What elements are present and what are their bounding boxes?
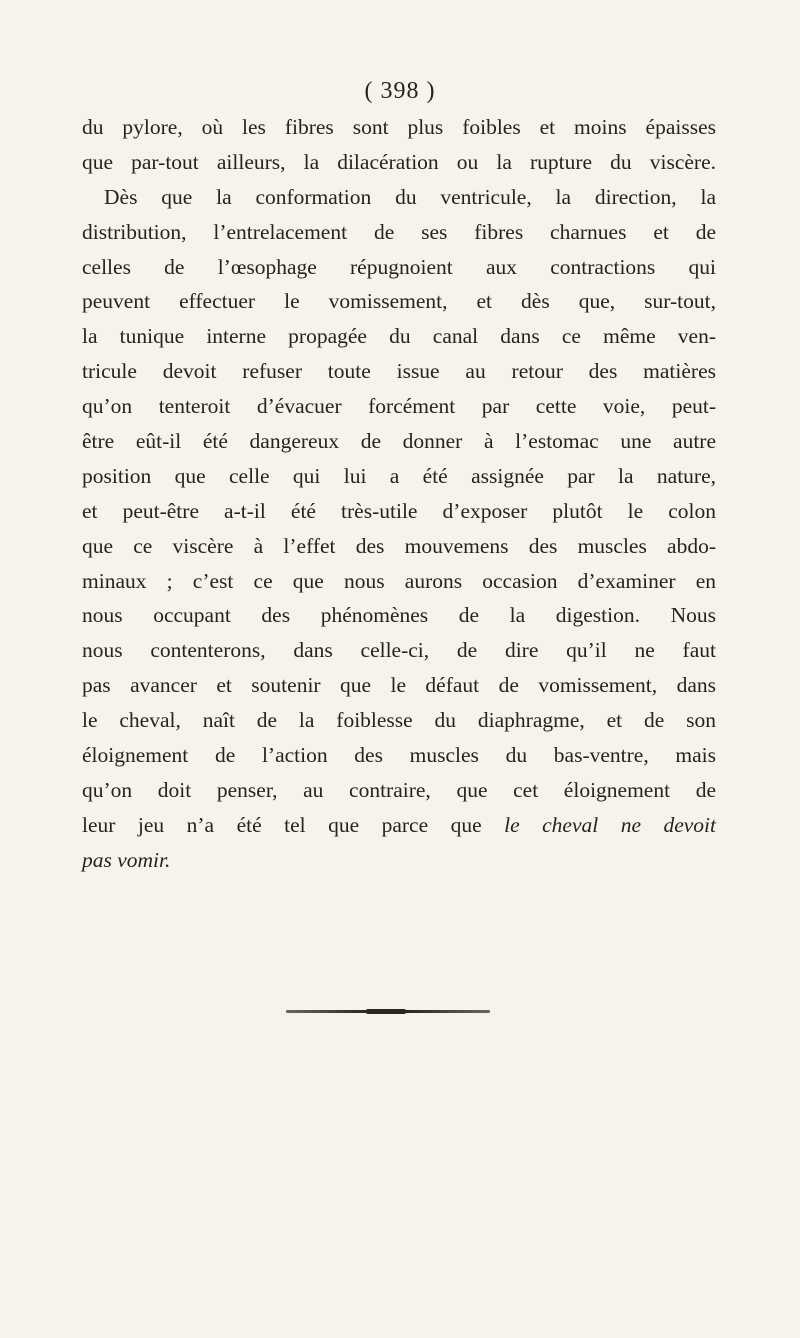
text-line: et peut-être a-t-il été très-utile d’exposer plutôt le colon <box>82 498 716 523</box>
text-line: distribution, l’entrelacement de ses fibres charnues et de <box>82 219 716 244</box>
text-line: minaux ; c’est ce que nous aurons occasion d’examiner en <box>82 568 716 593</box>
decorative-rule <box>286 1010 490 1013</box>
text-line: qu’on tenteroit d’évacuer forcément par cette voie, peut- <box>82 394 716 419</box>
body-text <box>82 110 716 878</box>
text-line: que par-tout ailleurs, la dilacération ou la rupture du viscère. <box>82 149 716 174</box>
text-line: position que celle qui lui a été assignée par la nature, <box>82 463 716 488</box>
text-line: celles de l’œsophage répugnoient aux contractions qui <box>82 254 716 279</box>
text-line: qu’on doit penser, au contraire, que cet éloignement de <box>82 777 716 802</box>
text-line: la tunique interne propagée du canal dans ce même ven- <box>82 324 716 349</box>
text-line: que ce viscère à l’effet des mouvemens des muscles abdo- <box>82 533 716 558</box>
italic-text: le cheval ne devoit <box>504 812 716 837</box>
text-line: nous contenterons, dans celle-ci, de dire qu’il ne faut <box>82 638 716 663</box>
text-line: le cheval, naît de la foiblesse du diaphragme, et de son <box>82 708 716 733</box>
text-line: nous occupant des phénomènes de la digestion. Nous <box>82 603 716 628</box>
text-segment: leur jeu n’a été tel que parce que <box>82 812 482 837</box>
text-line: pas avancer et soutenir que le défaut de vomissement, dans <box>82 673 716 698</box>
text-line-mixed <box>82 808 716 843</box>
text-line: tricule devoit refuser toute issue au retour des matières <box>82 359 716 384</box>
page-number: ( 398 ) <box>364 78 436 104</box>
text-line: du pylore, où les fibres sont plus foibles et moins épaisses <box>82 115 716 139</box>
text-line: peuvent effectuer le vomissement, et dès que, sur-tout, <box>82 289 716 314</box>
text-line-final: pas vomir. <box>82 847 171 872</box>
text-line: être eût-il été dangereux de donner à l’estomac une autre <box>82 429 716 454</box>
text-line: Dès que la conformation du ventricule, la direction, la <box>104 184 716 209</box>
text-line: éloignement de l’action des muscles du bas-ventre, mais <box>82 743 716 768</box>
